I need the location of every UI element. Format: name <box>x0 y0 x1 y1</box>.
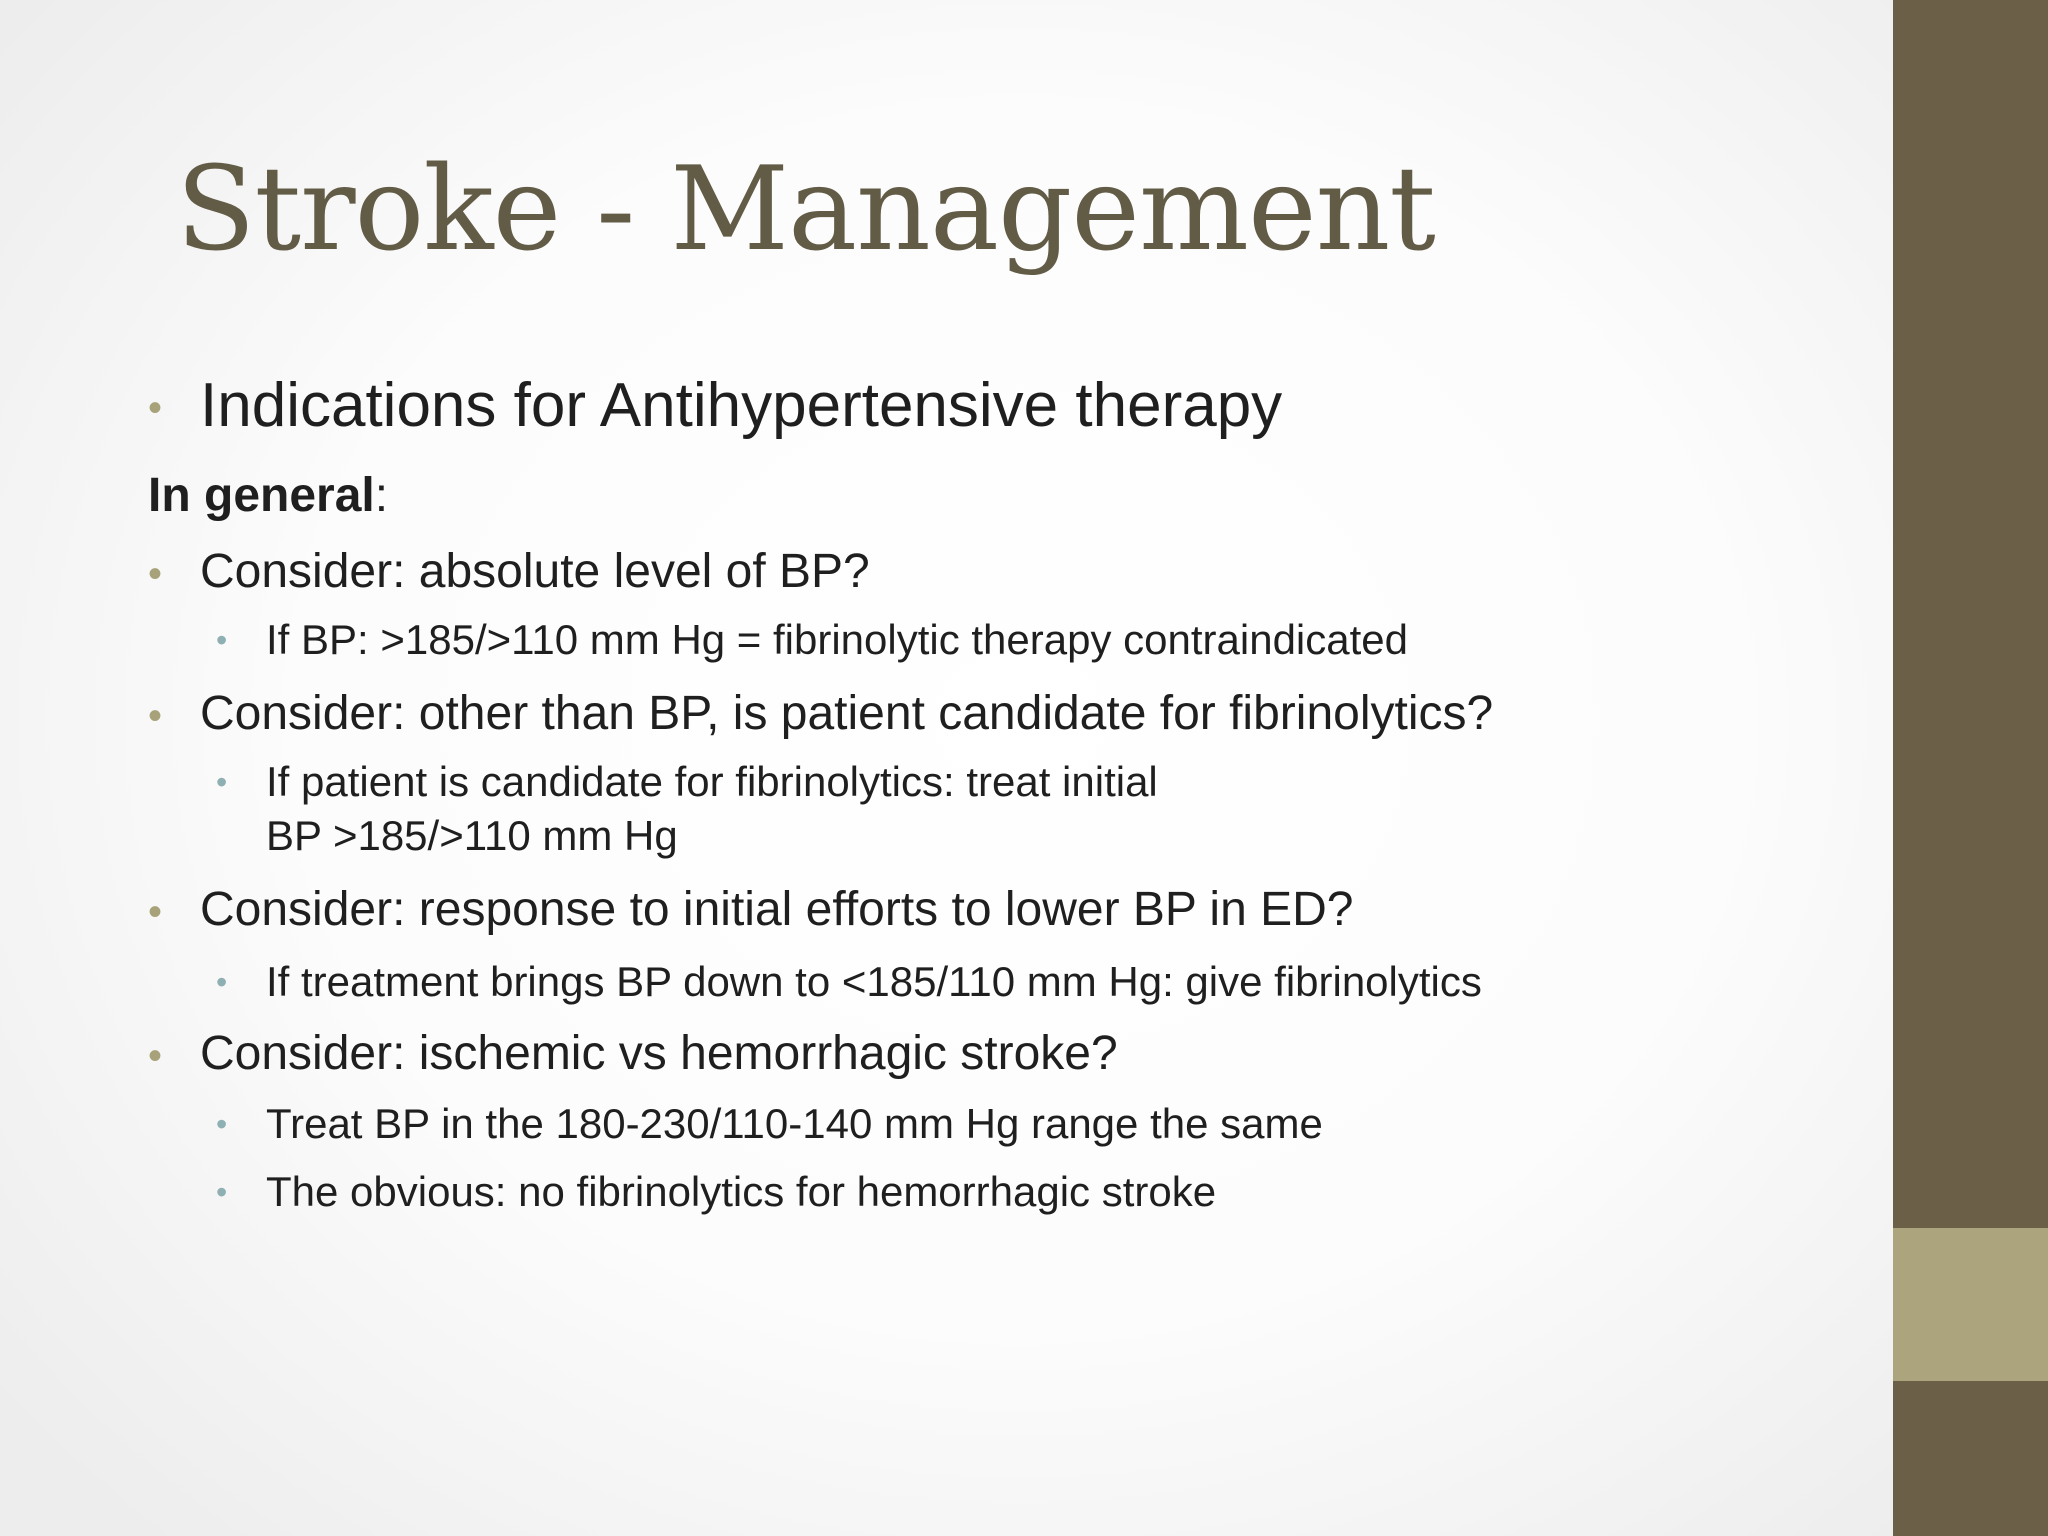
sub-bullet-icon: • <box>216 1106 228 1142</box>
side-accent-dark-bottom <box>1893 1381 2048 1536</box>
sub-list-item-text: If patient is candidate for fibrinolytics: treat initial <box>266 758 1158 805</box>
side-accent-light <box>1893 1228 2048 1381</box>
list-item-text: Consider: response to initial efforts to lower BP in ED? <box>200 883 1354 936</box>
slide-title: Stroke - Management <box>176 142 1435 277</box>
sub-bullet-icon: • <box>216 622 228 658</box>
sub-list-item-text: The obvious: no fibrinolytics for hemorrhagic stroke <box>266 1168 1217 1215</box>
subheading-suffix: : <box>374 469 389 522</box>
subheading <box>148 468 388 523</box>
sub-list-item-text-continued: BP >185/>110 mm Hg <box>266 812 678 859</box>
list-item-text: Consider: absolute level of BP? <box>200 545 870 598</box>
sub-list-item-text: If BP: >185/>110 mm Hg = fibrinolytic therapy contraindicated <box>266 616 1408 663</box>
sub-bullet-icon: • <box>216 1174 228 1210</box>
list-item-text: Consider: other than BP, is patient candidate for fibrinolytics? <box>200 687 1494 740</box>
bullet-icon: • <box>148 386 163 430</box>
sub-list-item-text: If treatment brings BP down to <185/110 mm Hg: give fibrinolytics <box>266 958 1482 1005</box>
list-item-text: Consider: ischemic vs hemorrhagic stroke? <box>200 1027 1118 1080</box>
side-accent-dark-top <box>1893 0 2048 1228</box>
bullet-icon: • <box>148 890 163 934</box>
bullet-icon: • <box>148 552 163 596</box>
side-accent-bar <box>1893 0 2048 1536</box>
sub-bullet-icon: • <box>216 964 228 1000</box>
bullet-icon: • <box>148 1034 163 1078</box>
bullet-icon: • <box>148 694 163 738</box>
sub-list-item-text: Treat BP in the 180-230/110-140 mm Hg range the same <box>266 1100 1323 1147</box>
subheading-bold: In general <box>148 469 375 522</box>
heading-text: Indications for Antihypertensive therapy <box>200 371 1283 440</box>
sub-bullet-icon: • <box>216 764 228 800</box>
